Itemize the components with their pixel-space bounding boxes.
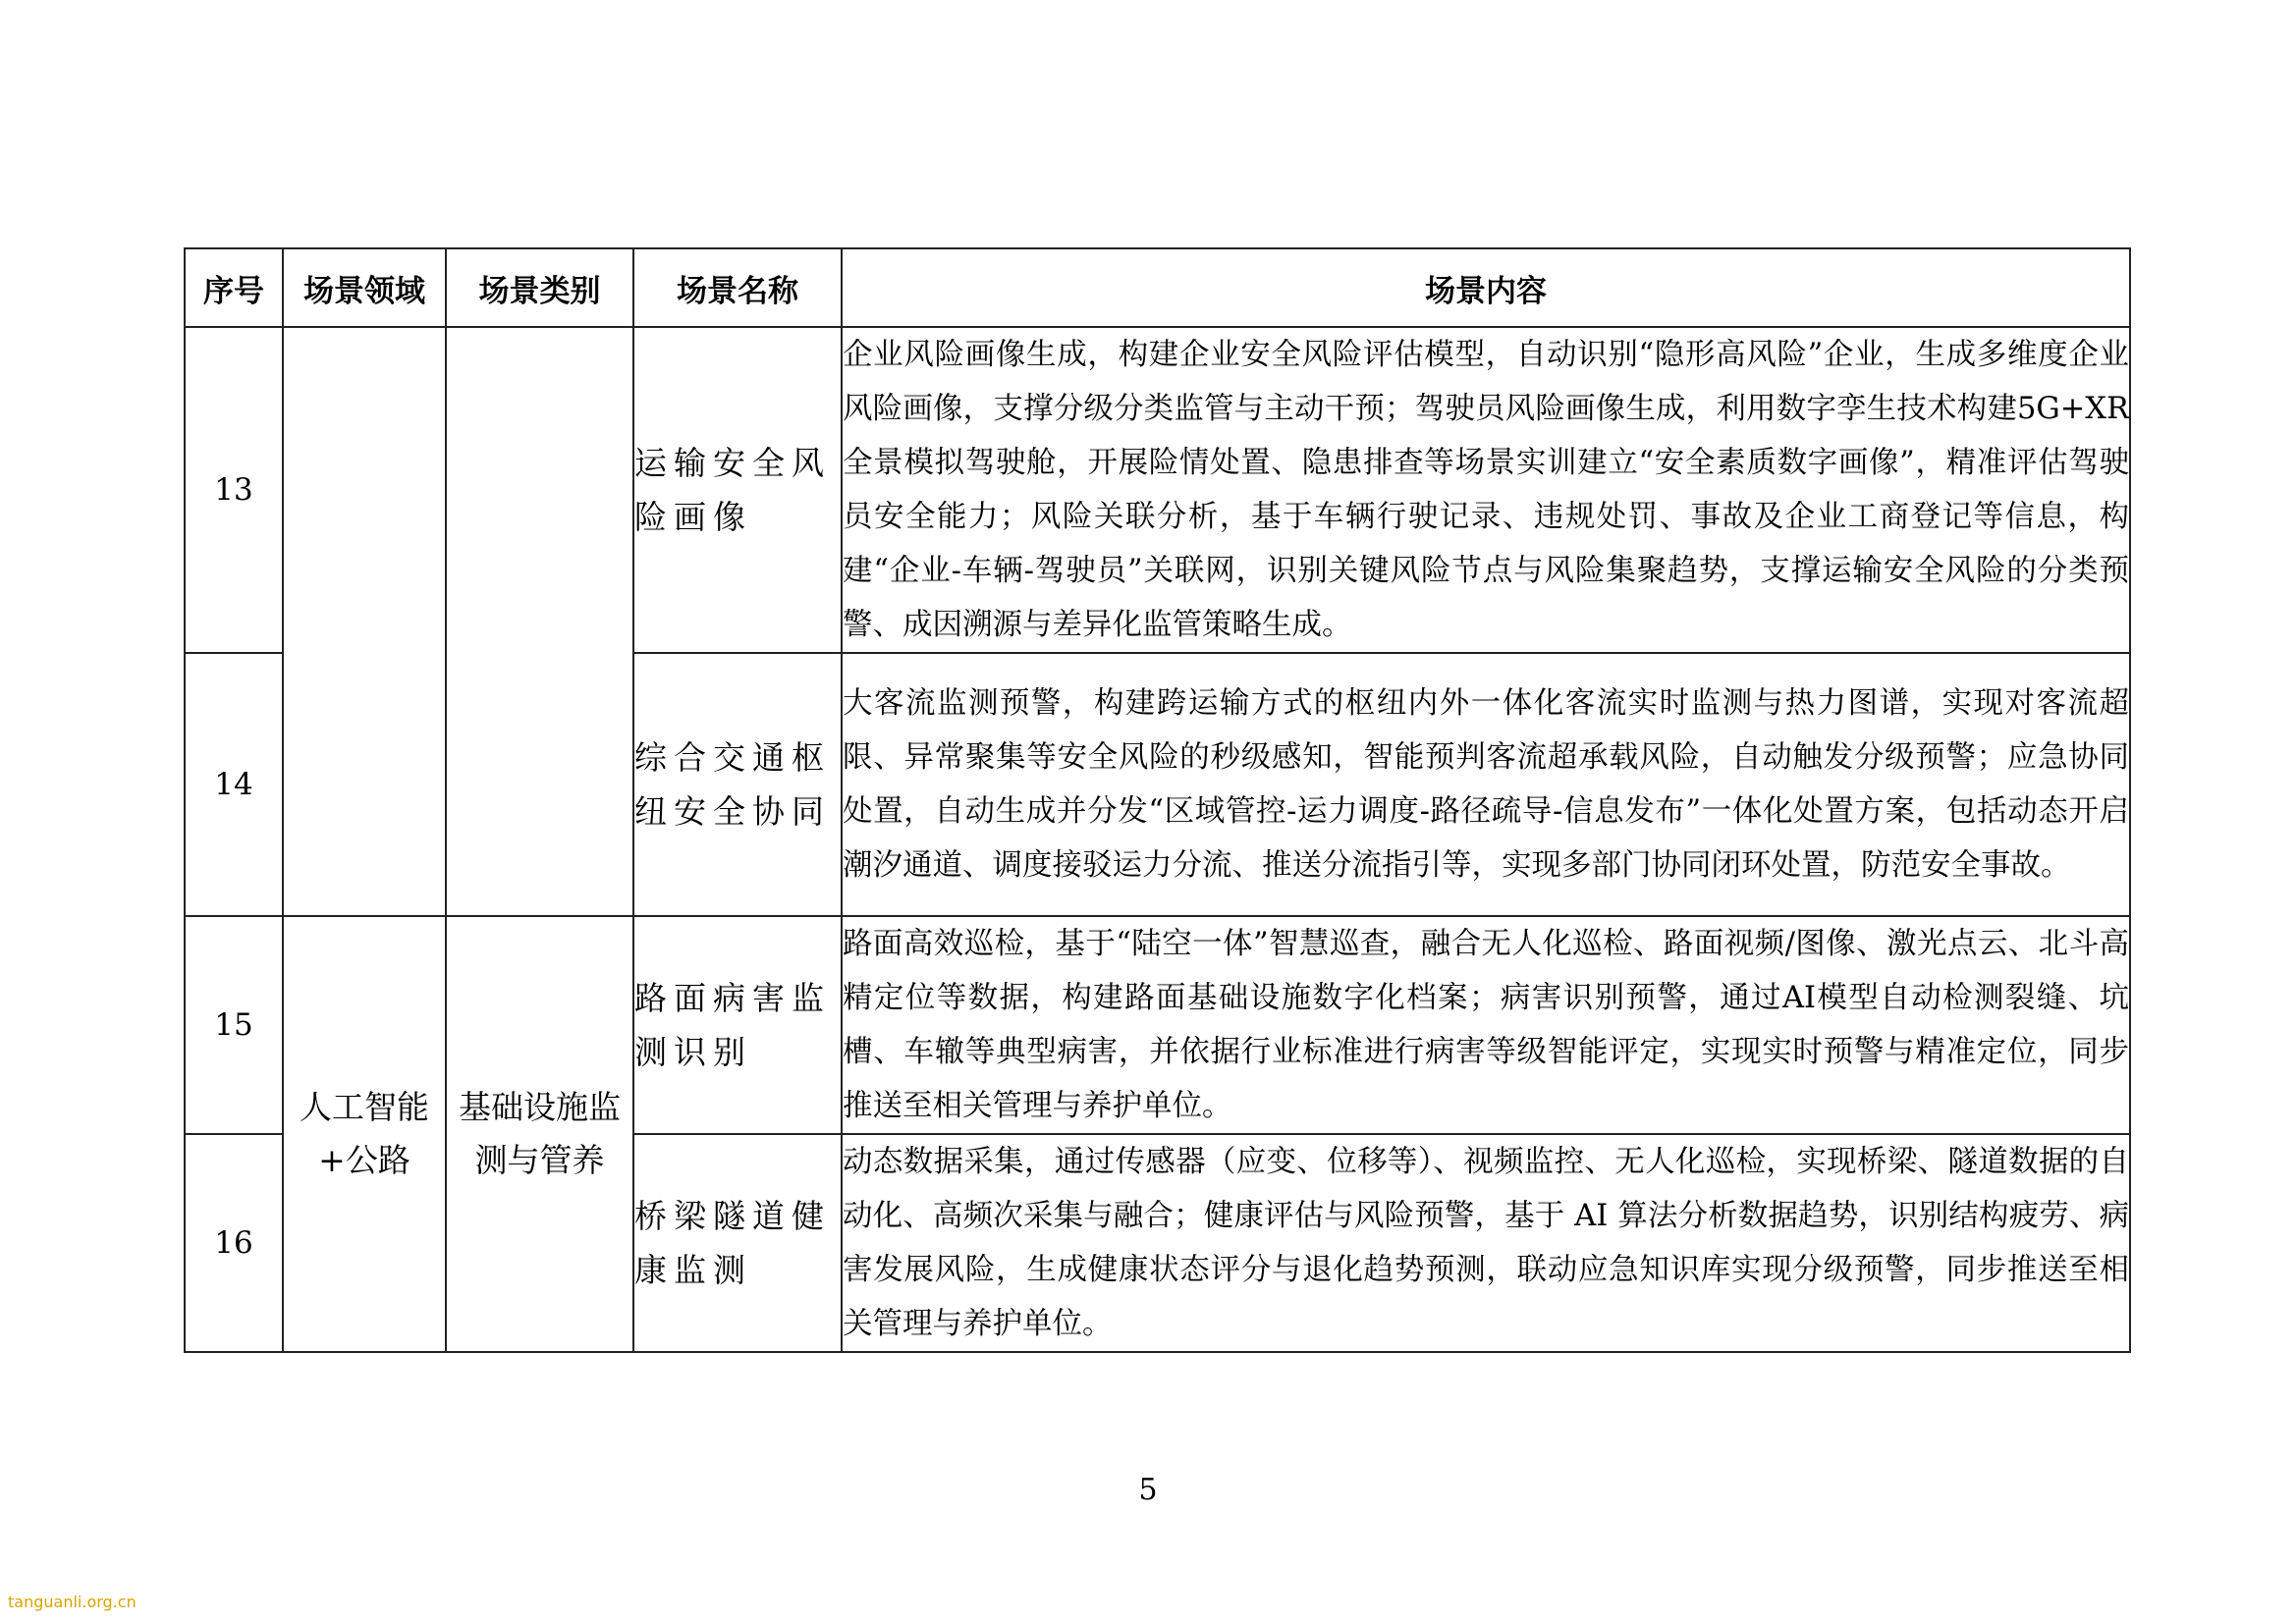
scenario-name: 综合交通枢纽安全协同 (633, 653, 842, 916)
header-no: 序号 (185, 248, 283, 327)
scenario-content: 动态数据采集，通过传感器（应变、位移等）、视频监控、无人化巡检，实现桥梁、隧道数据的自动化、高频次采集与融合；健康评估与风险预警，基于 AI 算法分析数据趋势，识别结构疲劳、病害发展风险，生成健康状态评分与退化趋势预测，联动应急知识库实现分级预警，同步推送至相关管理与养护单位。 (842, 1134, 2130, 1352)
scenario-name: 运输安全风险画像 (633, 327, 842, 653)
domain-cell: 人工智能+公路 (283, 916, 446, 1352)
scenario-name: 桥梁隧道健康监测 (633, 1134, 842, 1352)
scenario-content: 企业风险画像生成，构建企业安全风险评估模型，自动识别“隐形高风险”企业，生成多维度企业风险画像，支撑分级分类监管与主动干预；驾驶员风险画像生成，利用数字孪生技术构建5G+XR全景模拟驾驶舱，开展险情处置、隐患排查等场景实训建立“安全素质数字画像”，精准评估驾驶员安全能力；风险关联分析，基于车辆行驶记录、违规处罚、事故及企业工商登记等信息，构建“企业-车辆-驾驶员”关联网，识别关键风险节点与风险集聚趋势，支撑运输安全风险的分类预警、成因溯源与差异化监管策略生成。 (842, 327, 2130, 653)
scenario-content: 路面高效巡检，基于“陆空一体”智慧巡查，融合无人化巡检、路面视频/图像、激光点云、北斗高精定位等数据，构建路面基础设施数字化档案；病害识别预警，通过AI模型自动检测裂缝、坑槽、车辙等典型病害，并依据行业标准进行病害等级智能评定，实现实时预警与精准定位，同步推送至相关管理与养护单位。 (842, 916, 2130, 1134)
table-row (185, 916, 2130, 1134)
row-number: 13 (185, 327, 283, 653)
domain-cell (283, 327, 446, 916)
scenario-content: 大客流监测预警，构建跨运输方式的枢纽内外一体化客流实时监测与热力图谱，实现对客流超限、异常聚集等安全风险的秒级感知，智能预判客流超承载风险，自动触发分级预警；应急协同处置，自动生成并分发“区域管控-运力调度-路径疏导-信息发布”一体化处置方案，包括动态开启潮汐通道、调度接驳运力分流、推送分流指引等，实现多部门协同闭环处置，防范安全事故。 (842, 653, 2130, 916)
row-number: 15 (185, 916, 283, 1134)
header-name: 场景名称 (633, 248, 842, 327)
watermark-text: tanguanli.org.cn (8, 1593, 137, 1611)
category-cell: 基础设施监测与管养 (446, 916, 633, 1352)
scenario-name: 路面病害监测识别 (633, 916, 842, 1134)
page-number: 5 (1138, 1473, 1158, 1507)
table-row (185, 327, 2130, 653)
header-category: 场景类别 (446, 248, 633, 327)
row-number: 14 (185, 653, 283, 916)
table-header-row (185, 248, 2130, 327)
row-number: 16 (185, 1134, 283, 1352)
scenario-table (184, 247, 2131, 1353)
category-cell (446, 327, 633, 916)
header-domain: 场景领域 (283, 248, 446, 327)
header-content: 场景内容 (842, 248, 2130, 327)
